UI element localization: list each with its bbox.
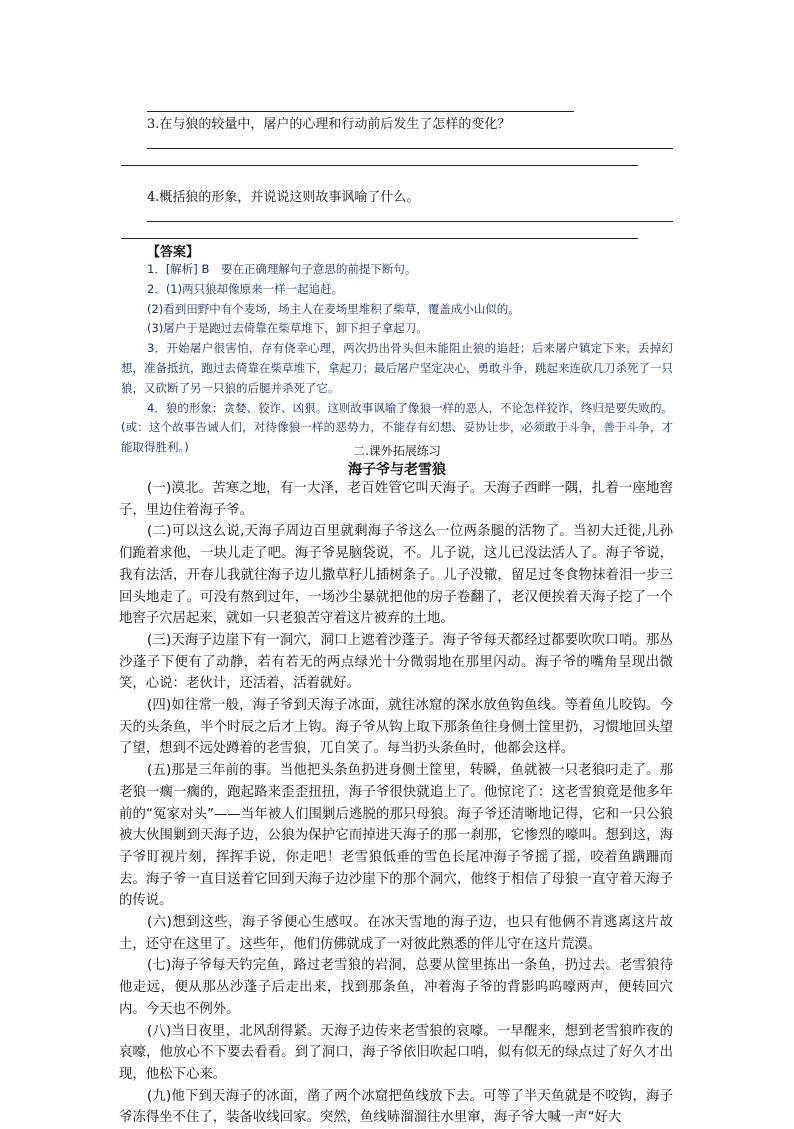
question-4: 4.概括狼的形象，并说说这则故事讽喻了什么。 bbox=[147, 190, 420, 205]
answer-item: 2．(1)两只狼却像原来一样一起追赶。 bbox=[147, 281, 344, 296]
story-paragraph: (九)他下到天海子的冰面，凿了两个冰窟把鱼线放下去。可等了半天鱼就是不咬钩，海子爷冻得坐不住了，装备收线回家。突然，鱼线哧溜溜往水里窜，海子爷大喊一声“好大 bbox=[119, 1088, 673, 1126]
answer-heading: 【答案】 bbox=[147, 245, 200, 260]
section-title: 二.课外拓展练习 bbox=[353, 444, 441, 458]
story-paragraph: (一)漠北。苦寒之地，有一大泽，老百姓管它叫天海子。天海子西畔一隅，扎着一座地窖子，里边住着海子爷。 bbox=[119, 481, 673, 518]
story-paragraph: (三)天海子边崖下有一洞穴，洞口上遮着沙蓬子。海子爷每天都经过都要吹吹口哨。那丛沙蓬子下便有了动静，若有若无的两点绿光十分微弱地在那里闪动。海子爷的嘴角呈现出微笑，心说：老伙计，还活着，活着就好。 bbox=[119, 632, 673, 692]
answer-item: 4．狼的形象：贪婪、狡诈、凶狠。这则故事讽喻了像狼一样的恶人，不论怎样狡诈，终归是要失败的。(或：这个故事告诫人们，对待像狼一样的恶势力，不能存有幻想、妥协让步，必须敢于斗争，善于斗争，才能取得胜利。) bbox=[121, 400, 673, 455]
answer-line[interactable] bbox=[147, 111, 574, 112]
story-paragraph: (八)当日夜里，北风刮得紧。天海子边传来老雪狼的哀嚎。一早醒来，想到老雪狼昨夜的哀嚎，他放心不下要去看看。到了洞口，海子爷依旧吹起口哨，似有似无的绿点过了好久才出现，他松下心来。 bbox=[119, 1023, 673, 1082]
answer-line[interactable] bbox=[147, 221, 673, 222]
answer-item: (3)屠户于是跑过去倚靠在柴草堆下，卸下担子拿起刀。 bbox=[147, 321, 428, 336]
answer-item: 1．[解析] B 要在正确理解句子意思的前提下断句。 bbox=[147, 262, 417, 276]
answer-line[interactable] bbox=[121, 165, 638, 166]
story-paragraph: (七)海子爷每天钓完鱼，路过老雪狼的岩洞，总要从筐里拣出一条鱼，扔过去。老雪狼待他走远，便从那丛沙蓬子后走出来，找到那条鱼，冲着海子爷的背影呜呜嚎两声，便转回穴内。今天也不例外。 bbox=[119, 958, 673, 1017]
story-paragraph: (二)可以这么说,天海子周边百里就剩海子爷这么一位两条腿的活物了。当初大迁徙,儿孙们跪着求他，一块儿走了吧。海子爷晃脑袋说，不。儿子说，这儿已没法活人了。海子爷说，我有法活，开春儿我就往海子边儿撒草籽儿插树条子。儿子没辙，留足过冬食物抹着泪一步三回头地走了。可没有熬到过年，一场沙尘暴就把他的房子卷翻了，老汉便挨着天海子挖了一个地窖子穴居起来，就如一只老狼苦守着这片被弃的土地。 bbox=[119, 524, 673, 627]
question-3: 3.在与狼的较量中，屠户的心理和行动前后发生了怎样的变化？ bbox=[147, 117, 511, 132]
story-paragraph: (四)如往常一般，海子爷到天海子冰面，就往冰窟的深水放鱼钩鱼线。等着鱼儿咬钩。今天的头条鱼，半个时辰之后才上钩。海子爷从钩上取下那条鱼往身侧土筐里扔，习惯地回头望了望，想到不远处蹲着的老雪狼，兀自笑了。每当扔头条鱼时，他都会这样。 bbox=[119, 698, 673, 757]
story-title: 海子爷与老雪狼 bbox=[348, 462, 446, 478]
answer-line[interactable] bbox=[147, 148, 673, 149]
answer-line[interactable] bbox=[121, 238, 638, 239]
story-body bbox=[119, 478, 673, 1129]
answer-item: 3．开始屠户很害怕，存有侥幸心理，两次扔出骨头但未能阻止狼的追赶；后来屠户镇定下来，丢掉幻想，准备抵抗，跑过去倚靠在柴草堆下，拿起刀；最后屠户坚定决心，勇敢斗争，跳起来连砍几刀杀死了一只狼，又砍断了另一只狼的后腿并杀死了它。 bbox=[121, 341, 673, 395]
story-paragraph: (五)那是三年前的事。当他把头条鱼扔进身侧土筐里，转瞬，鱼就被一只老狼叼走了。那老狼一瘸一瘸的，跑起路来歪歪扭扭，海子爷很快就追上了。他惊诧了：这老雪狼竟是他多年前的“冤家对头”——当年被人们围剿后逃脱的那只母狼。海子爷还清晰地记得，它和一只公狼被大伙围剿到天海子边，公狼为保护它而掉进天海子的那一刹那，它惨烈的嚎叫。想到这，海子爷盯视片刻，挥挥手说，你走吧！老雪狼低垂的雪色长尾冲海子爷摇了摇，咬着鱼蹒跚而去。海子爷一直目送着它回到天海子边沙崖下的那个洞穴，他终于相信了母狼一直守着天海子的传说。 bbox=[119, 763, 673, 909]
story-paragraph: (六)想到这些，海子爷便心生感叹。在冰天雪地的海子边，也只有他俩不肯逃离这片故土，还守在这里了。这些年，他们仿佛就成了一对彼此熟悉的伴儿守在这片荒漠。 bbox=[119, 915, 673, 952]
answer-item: (2)看到田野中有个麦场，场主人在麦场里堆积了柴草，覆盖成小山似的。 bbox=[147, 301, 520, 316]
answer-block bbox=[121, 260, 673, 458]
